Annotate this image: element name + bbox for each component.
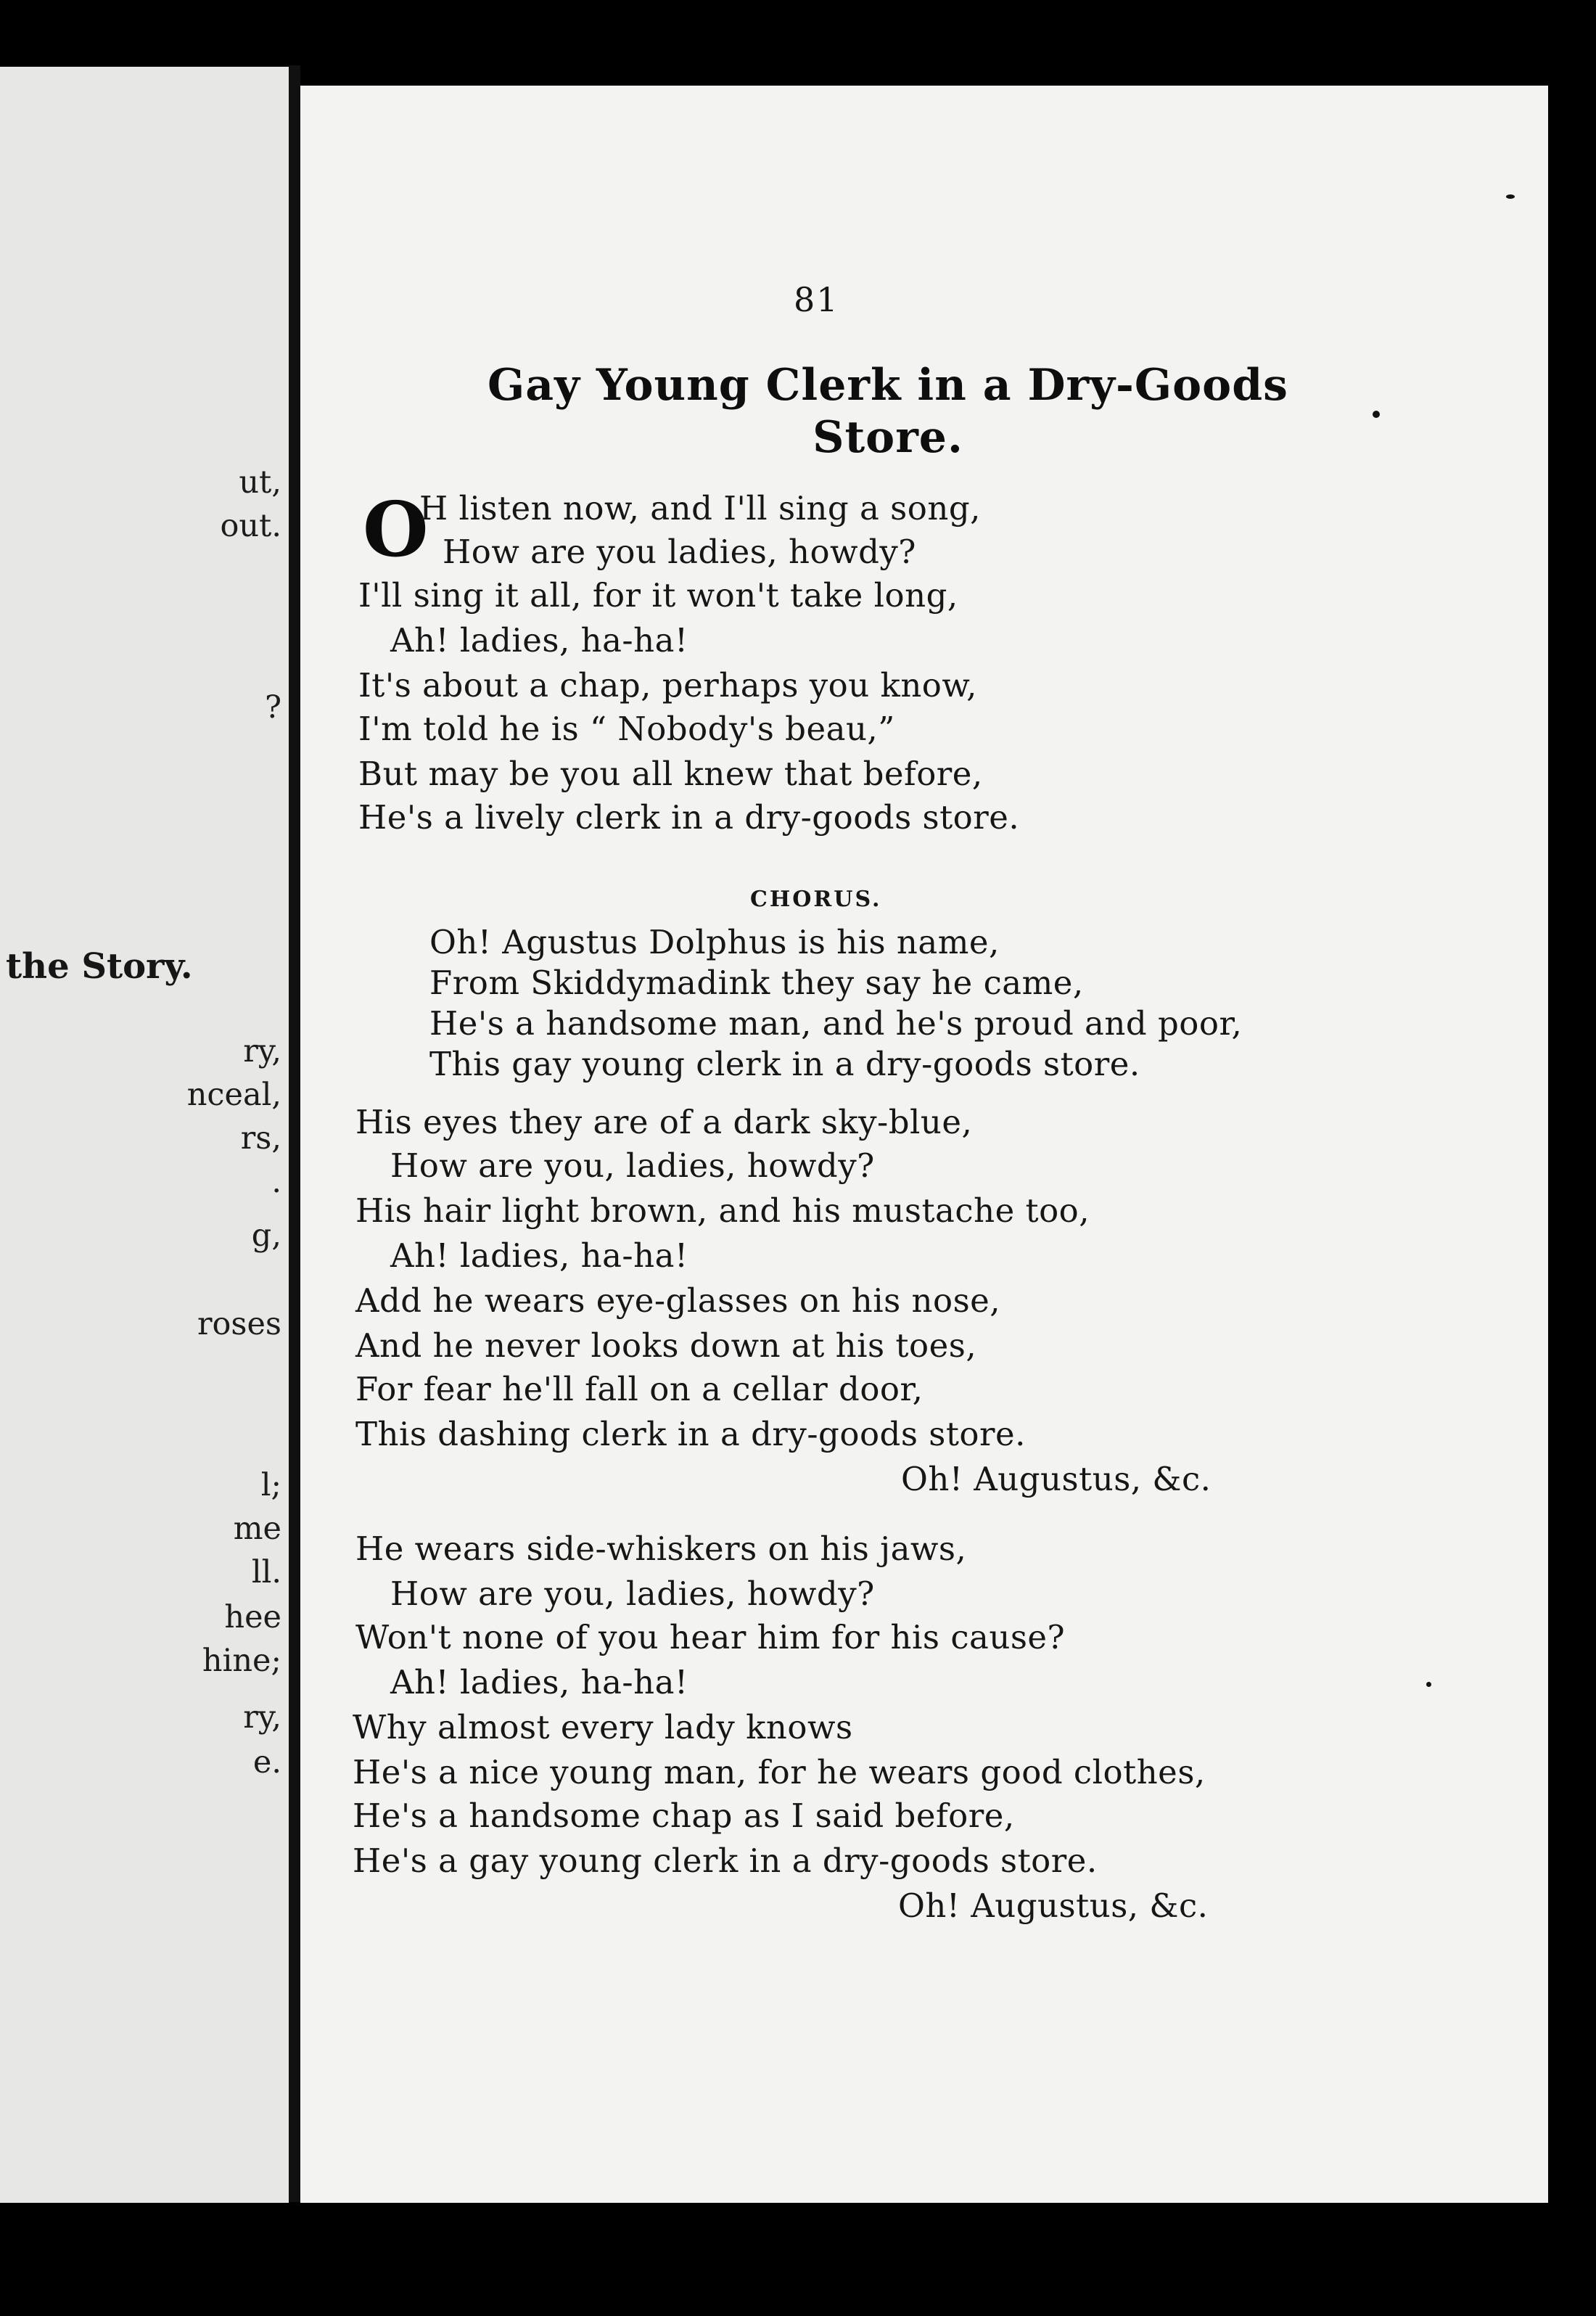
left-page-text: ry, <box>243 1033 281 1069</box>
ink-speck <box>1506 194 1515 199</box>
drop-cap: O <box>363 485 429 574</box>
verse-line: How are you, ladies, howdy? <box>390 1574 875 1613</box>
book-gutter <box>289 65 300 2202</box>
verse-line: I'm told he is “ Nobody's beau,” <box>358 710 895 748</box>
ink-speck <box>1426 1682 1431 1687</box>
verse-line: His hair light brown, and his mustache too, <box>355 1191 1090 1230</box>
chorus-label: CHORUS. <box>750 887 882 912</box>
song-title-line-2: Store. <box>813 412 963 463</box>
left-page-text: me <box>233 1511 281 1547</box>
left-page-text: l; <box>260 1467 281 1503</box>
verse-line: He wears side-whiskers on his jaws, <box>355 1529 967 1568</box>
chorus-line: Oh! Agustus Dolphus is his name, <box>429 923 1000 961</box>
left-page-text: . <box>271 1164 281 1200</box>
chorus-refrain: Oh! Augustus, &c. <box>898 1886 1209 1925</box>
left-page-text: rs, <box>240 1120 281 1157</box>
verse-line: Why almost every lady knows <box>353 1708 853 1746</box>
verse-line: He's a gay young clerk in a dry-goods store. <box>353 1841 1098 1880</box>
left-page-text: ut, <box>239 464 281 501</box>
verse-line: His eyes they are of a dark sky-blue, <box>355 1103 973 1141</box>
left-page-heading: the Story. <box>6 946 193 987</box>
left-page-text: hee <box>224 1599 281 1635</box>
verse-line: For fear he'll fall on a cellar door, <box>355 1370 924 1408</box>
verse-line: This dashing clerk in a dry-goods store. <box>355 1415 1026 1453</box>
left-page-text: nceal, <box>186 1077 281 1113</box>
song-title-line-1: Gay Young Clerk in a Dry-Goods <box>488 360 1288 411</box>
verse-line: He's a handsome chap as I said before, <box>353 1796 1015 1835</box>
verse-line: Add he wears eye-glasses on his nose, <box>355 1281 1001 1320</box>
chorus-line: He's a handsome man, and he's proud and poor, <box>429 1004 1243 1043</box>
left-page-text: roses <box>197 1306 281 1342</box>
page-number: 81 <box>794 280 839 319</box>
left-page-text: ? <box>264 689 281 726</box>
left-page-text: ll. <box>251 1554 281 1590</box>
left-page-text: ry, <box>243 1699 281 1736</box>
verse-line: How are you ladies, howdy? <box>443 533 916 571</box>
verse-line: It's about a chap, perhaps you know, <box>358 666 977 705</box>
chorus-line: This gay young clerk in a dry-goods store. <box>429 1045 1140 1083</box>
verse-line: I'll sing it all, for it won't take long, <box>358 576 958 615</box>
verse-line: But may be you all knew that before, <box>358 755 983 793</box>
verse-line: Ah! ladies, ha-ha! <box>390 621 688 660</box>
chorus-line: From Skiddymadink they say he came, <box>429 964 1084 1002</box>
ink-speck <box>1373 411 1380 418</box>
chorus-refrain: Oh! Augustus, &c. <box>901 1460 1212 1498</box>
left-page-fragment <box>0 67 289 2203</box>
verse-line: He's a nice young man, for he wears good clothes, <box>353 1753 1206 1791</box>
verse-line: He's a lively clerk in a dry-goods store. <box>358 798 1020 837</box>
verse-line: Ah! ladies, ha-ha! <box>390 1236 688 1275</box>
verse-line: H listen now, and I'll sing a song, <box>419 489 981 527</box>
left-page-text: out. <box>220 508 281 544</box>
verse-line: Won't none of you hear him for his cause? <box>355 1618 1066 1656</box>
verse-line: And he never looks down at his toes, <box>355 1326 977 1365</box>
left-page-text: hine; <box>202 1643 281 1679</box>
verse-line: How are you, ladies, howdy? <box>390 1146 875 1185</box>
left-page-text: g, <box>251 1217 281 1254</box>
song-page <box>300 86 1548 2203</box>
verse-line: Ah! ladies, ha-ha! <box>390 1663 688 1701</box>
left-page-text: e. <box>252 1744 281 1781</box>
